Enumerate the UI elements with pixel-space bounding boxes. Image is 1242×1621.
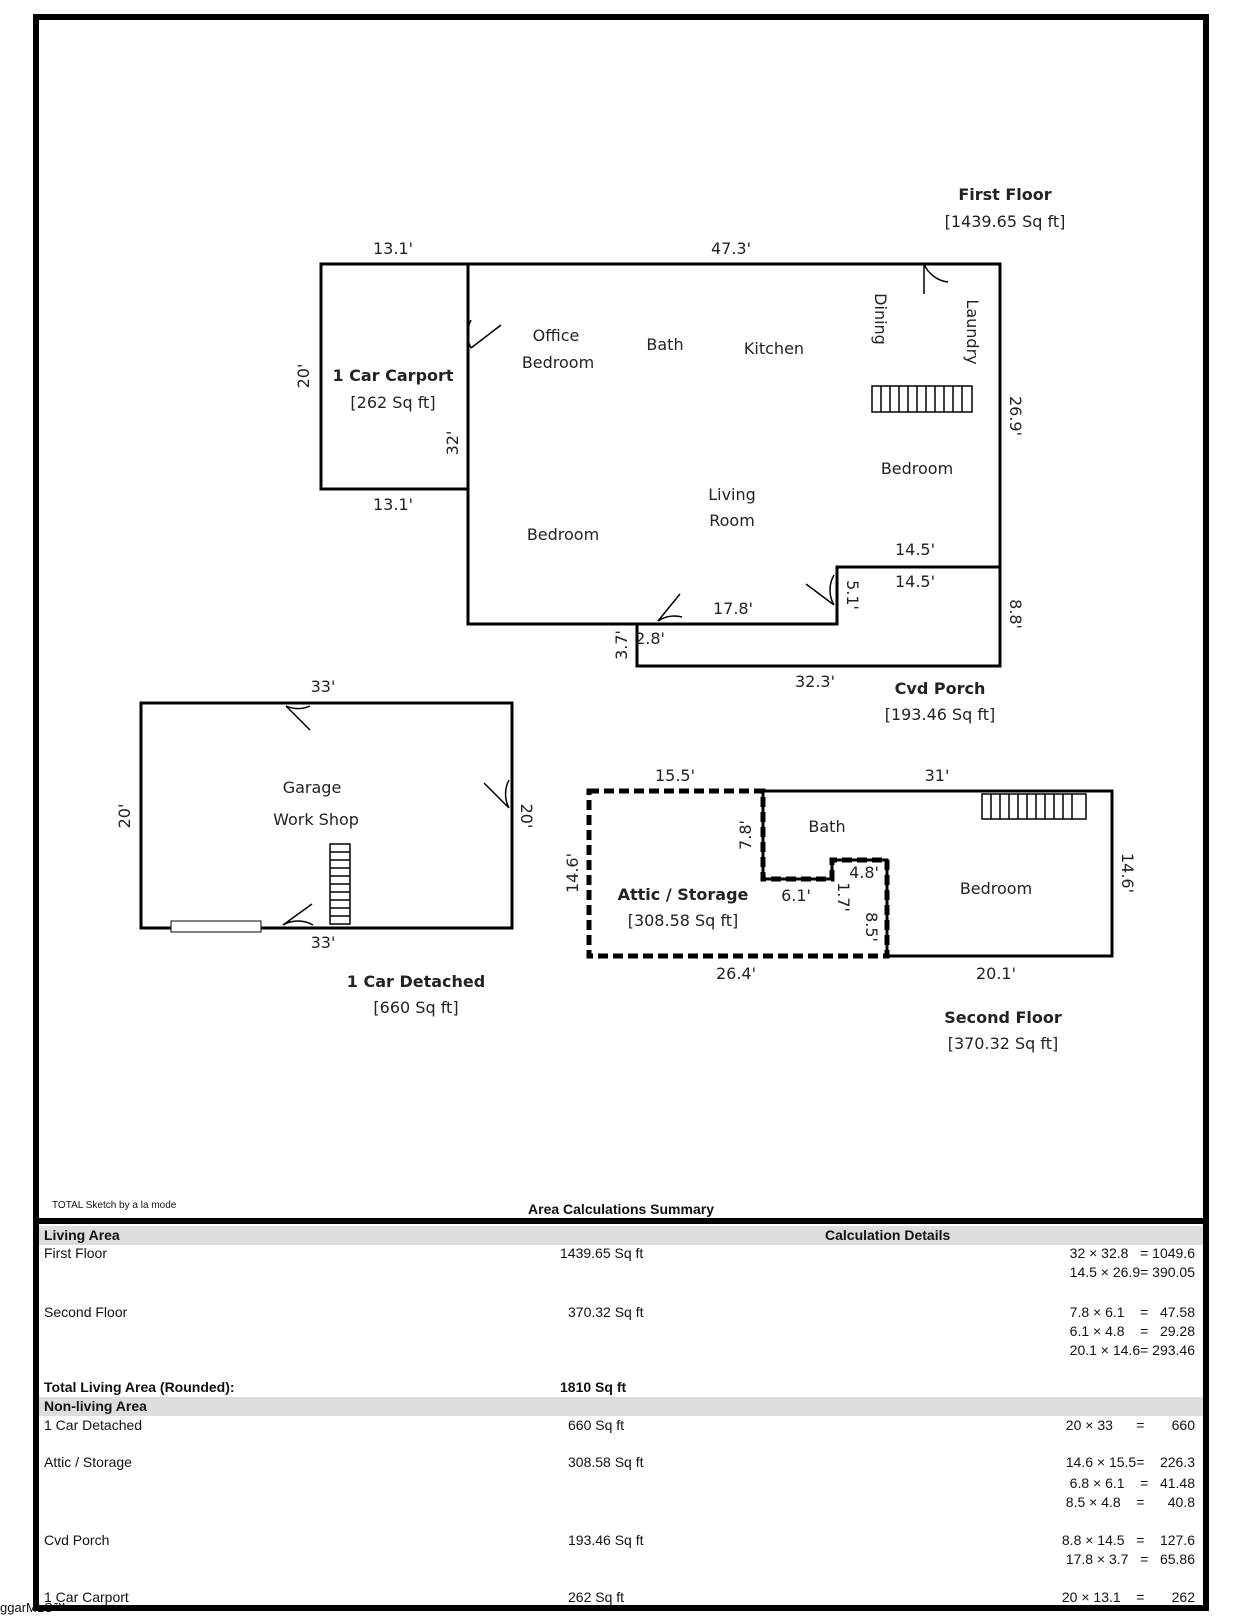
living-area-header: Living Area Calculation Details: [39, 1226, 1203, 1245]
dimension-label: 32': [443, 430, 462, 456]
row-label: Second Floor: [44, 1304, 128, 1320]
door-swing-icon: [468, 320, 501, 348]
porch-outline: [637, 567, 1000, 666]
row-calc: 32 × 32.8 = 1049.6: [1069, 1245, 1195, 1261]
first-floor-area: [1439.65 Sq ft]: [944, 212, 1066, 231]
row-area: 193.46 Sq ft: [568, 1532, 644, 1548]
room-label: Garage: [282, 778, 342, 797]
row-area: 308.58 Sq ft: [568, 1454, 644, 1470]
row-label: 1 Car Detached: [44, 1417, 143, 1433]
row-label: Attic / Storage: [44, 1454, 132, 1470]
dimension-label: 3.7': [612, 630, 631, 660]
row-area: 1439.65 Sq ft: [560, 1245, 644, 1261]
porch-area: [193.46 Sq ft]: [884, 705, 996, 724]
row-calc: 6.1 × 4.8 = 29.28: [1069, 1323, 1195, 1339]
mls-logo: ggarMLS™: [0, 1600, 66, 1615]
attic-title: Attic / Storage: [617, 885, 749, 904]
sketch-credit: TOTAL Sketch by a la mode: [52, 1200, 177, 1211]
room-label: Bath: [808, 817, 846, 836]
attic-area: [308.58 Sq ft]: [627, 911, 739, 930]
dimension-label: 1.7': [834, 882, 853, 912]
room-label: Bedroom: [880, 459, 954, 478]
dimension-label: 13.1': [372, 495, 414, 514]
row-area: 370.32 Sq ft: [568, 1304, 644, 1320]
carport-area: [262 Sq ft]: [350, 393, 436, 412]
door-swing-icon: [484, 780, 509, 808]
dimension-label: 4.8': [849, 863, 879, 882]
dimension-label: 8.5': [862, 912, 881, 942]
row-calc: 17.8 × 3.7 = 65.86: [1065, 1551, 1195, 1567]
room-label: Bedroom: [959, 879, 1033, 898]
dimension-label: 26.9': [1006, 395, 1025, 437]
area-summary-table: [39, 1218, 1203, 1614]
second-floor-outline: [763, 791, 1112, 956]
dimension-label: 8.8': [1006, 599, 1025, 629]
room-label: Living: [708, 485, 756, 504]
dimension-label: 17.8': [712, 599, 754, 618]
door-swing-icon: [658, 594, 682, 621]
summary-title: Area Calculations Summary: [528, 1201, 714, 1217]
stairs-icon: [872, 386, 972, 412]
dimension-label: 14.6': [1118, 852, 1137, 894]
dimension-label: 14.6': [563, 852, 582, 894]
detached-title: 1 Car Detached: [346, 972, 486, 991]
dimension-label: 31': [924, 766, 950, 785]
row-calc: 7.8 × 6.1 = 47.58: [1069, 1304, 1195, 1320]
room-label: Dining: [871, 293, 890, 345]
garage-window: [171, 921, 261, 932]
stairs-icon: [330, 844, 350, 924]
row-calc: 8.8 × 14.5 = 127.6: [1061, 1532, 1195, 1548]
attic-outline: [589, 791, 887, 956]
dimension-label: 47.3': [710, 239, 752, 258]
dimension-label: 6.1': [781, 886, 811, 905]
total-label: Total Living Area (Rounded):: [44, 1379, 235, 1395]
dimension-label: 20': [115, 803, 134, 829]
room-label: Laundry: [963, 299, 982, 365]
calc-details-header: Calculation Details: [825, 1227, 951, 1243]
room-label: Bath: [646, 335, 684, 354]
dimension-label: 5.1': [843, 580, 862, 610]
dimension-label: 14.5': [894, 540, 936, 559]
dimension-label: 32.3': [794, 672, 836, 691]
first-floor-outline: [468, 264, 1000, 624]
door-swing-icon: [283, 904, 313, 925]
first-floor-title: First Floor: [958, 185, 1052, 204]
row-area: 262 Sq ft: [568, 1589, 625, 1605]
row-calc: 14.6 × 15.5= 226.3: [1065, 1454, 1195, 1470]
room-label: Office: [532, 326, 580, 345]
row-calc: 20.1 × 14.6= 293.46: [1069, 1342, 1195, 1358]
dimension-label: 2.8': [635, 629, 665, 648]
dimension-label: 20.1': [975, 964, 1017, 983]
total-area: 1810 Sq ft: [560, 1379, 627, 1395]
dimension-label: 33': [310, 933, 336, 952]
room-label: Work Shop: [273, 810, 359, 829]
room-label: Bedroom: [521, 353, 595, 372]
row-calc: 6.8 × 6.1 = 41.48: [1069, 1475, 1195, 1491]
row-label: First Floor: [44, 1245, 107, 1261]
non-living-header: Non-living Area: [39, 1397, 1203, 1416]
row-calc: 14.5 × 26.9= 390.05: [1069, 1264, 1195, 1280]
dimension-label: 13.1': [372, 239, 414, 258]
door-swing-icon: [286, 706, 310, 730]
row-calc: 8.5 × 4.8 = 40.8: [1065, 1494, 1195, 1510]
row-label: Cvd Porch: [44, 1532, 110, 1548]
room-label: Bedroom: [526, 525, 600, 544]
dimension-label: 33': [310, 677, 336, 696]
room-label: Kitchen: [743, 339, 805, 358]
second-floor-title: Second Floor: [944, 1008, 1062, 1027]
second-floor-area: [370.32 Sq ft]: [947, 1034, 1059, 1053]
dimension-label: 26.4': [715, 964, 757, 983]
detached-area: [660 Sq ft]: [373, 998, 459, 1017]
door-swing-icon: [924, 264, 948, 294]
dimension-label: 7.8': [736, 820, 755, 850]
dimension-label: 14.5': [894, 572, 936, 591]
stairs-icon: [982, 794, 1086, 819]
row-label: 1 Car Carport: [44, 1589, 129, 1605]
row-calc: 20 × 13.1 = 262: [1061, 1589, 1195, 1605]
dimension-label: 15.5': [654, 766, 696, 785]
row-calc: 20 × 33 = 660: [1065, 1417, 1195, 1433]
dimension-label: 20': [517, 803, 536, 829]
carport-title: 1 Car Carport: [332, 366, 454, 385]
dimension-label: 20': [294, 363, 313, 389]
room-label: Room: [709, 511, 755, 530]
row-area: 660 Sq ft: [568, 1417, 625, 1433]
door-swing-icon: [806, 575, 834, 605]
porch-title: Cvd Porch: [894, 679, 986, 698]
